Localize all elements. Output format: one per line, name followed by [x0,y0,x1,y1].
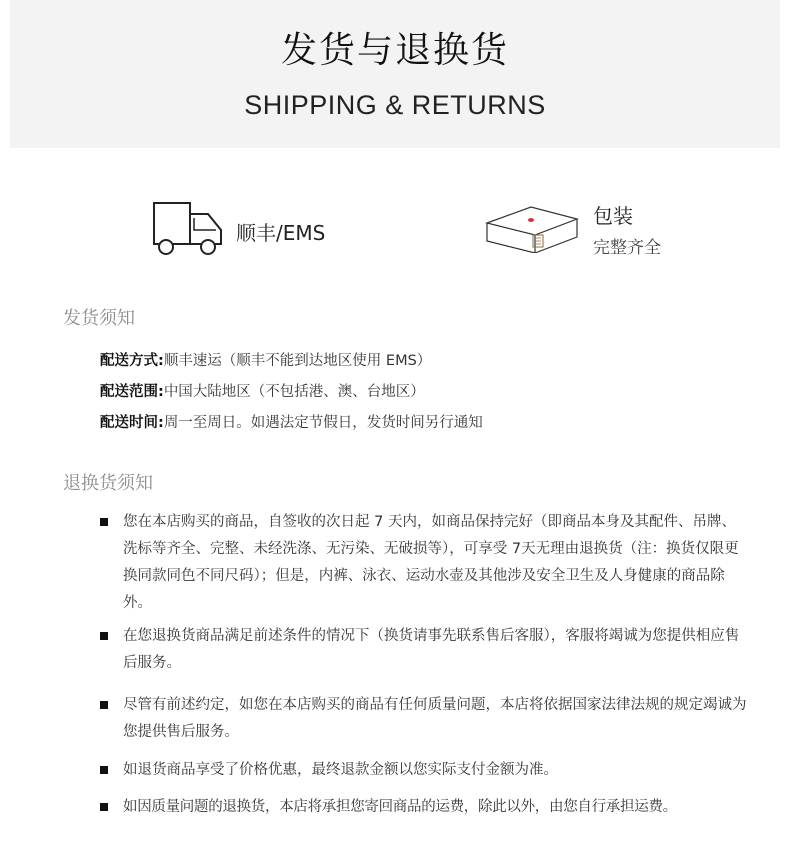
shipping-time-line [100,411,483,432]
bullet-icon [100,766,108,774]
packaging-feature [485,200,661,258]
page-title-cn: 发货与退换货 [280,30,509,71]
return-item-text: 如退货商品享受了价格优惠，最终退款金额以您实际支付金额为准。 [123,762,558,778]
return-item-text: 您在本店购买的商品，自签收的次日起 7 天内，如商品保持完好（即商品本身及其配件、吊牌、洗标等齐全、完整、未经洗涤、无污染、无破损等），可享受 7天无理由退换货（注：换货仅限更换同款同色不同尺码）；但是，内裤、泳衣、运动水壶及其他涉及安全卫生及人身健康的商品除外。 [123,514,739,611]
return-notice-title: 退换货须知 [63,473,153,494]
bullet-icon [100,701,108,709]
return-item-text: 尽管有前述约定，如您在本店购买的商品有任何质量问题，本店将依据国家法律法规的规定竭诚为您提供售后服务。 [123,697,747,740]
shipping-range-line [100,380,425,401]
shipping-method-line [100,349,431,370]
shipping-range-label: 配送范围: [100,384,164,400]
packaging-title: 包装 [593,204,633,228]
bullet-icon [100,518,108,526]
shipping-method-value: 顺丰速运（顺丰不能到达地区使用 EMS） [163,353,432,369]
shipping-method-label: 配送方式: [100,353,164,369]
shipping-label: 顺丰/EMS [236,220,326,245]
header-banner [10,0,780,148]
truck-icon [150,200,224,262]
packaging-subtitle: 完整齐全 [593,238,661,258]
return-item-text: 在您退换货商品满足前述条件的情况下（换货请事先联系售后客服），客服将竭诚为您提供相应售后服务。 [123,628,740,671]
bullet-icon [100,632,108,640]
box-icon [485,201,579,257]
return-item-text: 如因质量问题的退换货，本店将承担您寄回商品的运费，除此以外，由您自行承担运费。 [123,799,677,815]
shipping-time-value: 周一至周日。如遇法定节假日，发货时间另行通知 [163,415,483,431]
shipping-notice-title: 发货须知 [63,308,135,329]
shipping-feature [150,200,325,262]
shipping-time-label: 配送时间: [100,415,164,431]
bullet-icon [100,803,108,811]
page-title-en: SHIPPING & RETURNS [244,90,546,120]
shipping-range-value: 中国大陆地区（不包括港、澳、台地区） [163,384,425,400]
